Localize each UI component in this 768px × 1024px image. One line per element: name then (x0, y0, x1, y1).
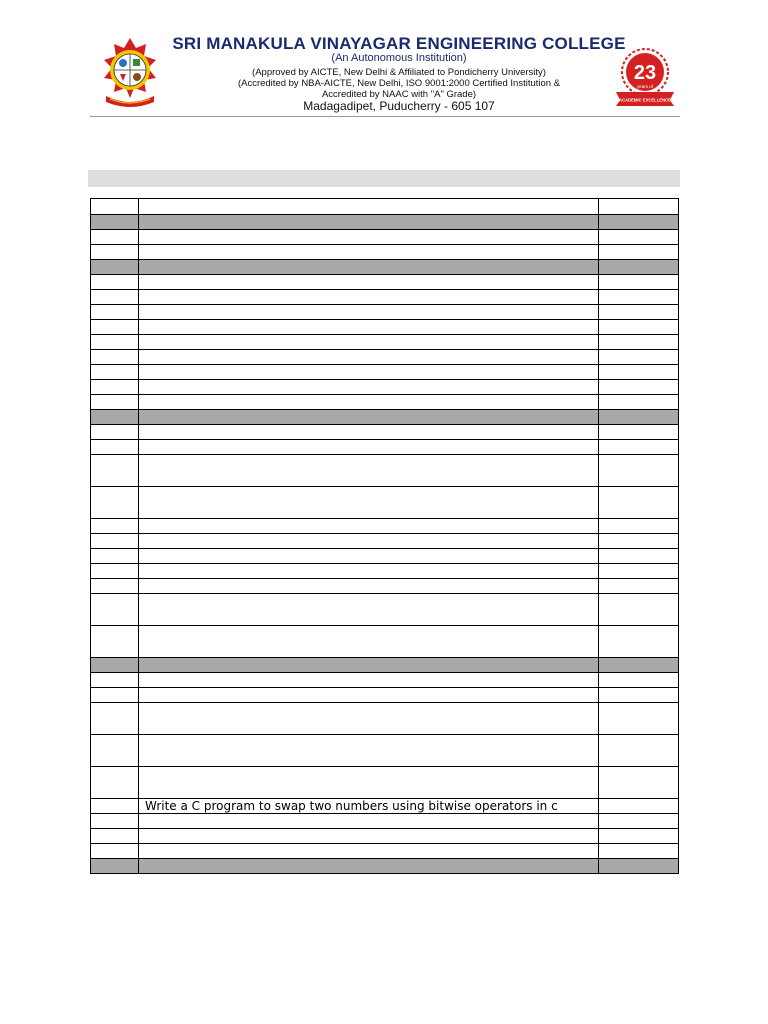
row-text-cell (139, 335, 599, 350)
row-mark-cell (599, 844, 679, 859)
row-text-cell (139, 626, 599, 658)
row-mark-cell (599, 425, 679, 440)
row-number-cell (91, 380, 139, 395)
row-number-cell (91, 230, 139, 245)
row-number-cell (91, 829, 139, 844)
table-row (91, 245, 679, 260)
row-text-cell (139, 350, 599, 365)
row-text-cell (139, 859, 599, 874)
row-number-cell (91, 320, 139, 335)
letterhead (90, 28, 680, 116)
row-text-cell (139, 658, 599, 673)
table-row (91, 305, 679, 320)
row-text-cell (139, 245, 599, 260)
table-row (91, 455, 679, 487)
row-mark-cell (599, 673, 679, 688)
row-mark-cell (599, 455, 679, 487)
row-number-cell (91, 673, 139, 688)
row-mark-cell (599, 290, 679, 305)
syllabus-table (90, 198, 678, 874)
row-text-cell (139, 215, 599, 230)
autonomous-status: (An Autonomous Institution) (331, 52, 467, 64)
table-row (91, 440, 679, 455)
row-mark-cell (599, 440, 679, 455)
row-number-cell (91, 199, 139, 215)
row-number-cell (91, 859, 139, 874)
row-text-cell (139, 410, 599, 425)
accreditation-text (164, 67, 634, 100)
row-text-cell (139, 425, 599, 440)
row-mark-cell (599, 579, 679, 594)
row-number-cell (91, 534, 139, 549)
row-text-cell (139, 305, 599, 320)
row-mark-cell (599, 335, 679, 350)
header-divider (90, 116, 680, 117)
row-number-cell (91, 410, 139, 425)
table-row (91, 290, 679, 305)
row-mark-cell (599, 534, 679, 549)
row-mark-cell (599, 688, 679, 703)
table-row (91, 350, 679, 365)
row-text-cell (139, 534, 599, 549)
badge-ribbon: ACADEMIC EXCELLENCE (619, 97, 671, 103)
table-row (91, 703, 679, 735)
row-text-cell (139, 767, 599, 799)
row-text-cell (139, 365, 599, 380)
row-mark-cell (599, 564, 679, 579)
row-number-cell (91, 688, 139, 703)
row-number-cell (91, 425, 139, 440)
row-number-cell (91, 844, 139, 859)
table-row (91, 799, 679, 814)
table-row (91, 814, 679, 829)
table-row (91, 519, 679, 534)
section-header-row (91, 410, 679, 425)
row-mark-cell (599, 859, 679, 874)
row-mark-cell (599, 658, 679, 673)
row-mark-cell (599, 305, 679, 320)
row-number-cell (91, 305, 139, 320)
table-row (91, 395, 679, 410)
row-text-cell (139, 594, 599, 626)
table-row (91, 365, 679, 380)
row-number-cell (91, 350, 139, 365)
table-row (91, 425, 679, 440)
table-row (91, 487, 679, 519)
table-row (91, 829, 679, 844)
table-row (91, 230, 679, 245)
title-band (88, 170, 680, 187)
row-text-cell (139, 703, 599, 735)
college-name: SRI MANAKULA VINAYAGAR ENGINEERING COLLEGE (172, 34, 626, 53)
row-number-cell (91, 626, 139, 658)
row-number-cell (91, 335, 139, 350)
section-header-row (91, 859, 679, 874)
row-text-cell (139, 735, 599, 767)
row-mark-cell (599, 199, 679, 215)
table-row (91, 688, 679, 703)
table-row (91, 844, 679, 859)
row-number-cell (91, 455, 139, 487)
badge-caption: years of (636, 84, 654, 89)
approval-line-2: (Accredited by NBA-AICTE, New Delhi, ISO 9001:2000 Certified Institution & (237, 78, 561, 89)
table-row (91, 564, 679, 579)
row-text-cell (139, 275, 599, 290)
row-mark-cell (599, 829, 679, 844)
row-number-cell (91, 658, 139, 673)
row-mark-cell (599, 395, 679, 410)
row-number-cell (91, 799, 139, 814)
row-mark-cell (599, 215, 679, 230)
row-mark-cell (599, 380, 679, 395)
row-mark-cell (599, 230, 679, 245)
row-number-cell (91, 365, 139, 380)
row-mark-cell (599, 799, 679, 814)
row-mark-cell (599, 350, 679, 365)
row-number-cell (91, 735, 139, 767)
table-row (91, 275, 679, 290)
college-address: Madagadipet, Puducherry - 605 107 (303, 99, 495, 113)
row-text-cell (139, 844, 599, 859)
row-mark-cell (599, 735, 679, 767)
row-text-cell (139, 199, 599, 215)
row-mark-cell (599, 245, 679, 260)
row-number-cell (91, 440, 139, 455)
row-mark-cell (599, 275, 679, 290)
row-number-cell (91, 703, 139, 735)
row-mark-cell (599, 814, 679, 829)
row-number-cell (91, 260, 139, 275)
row-number-cell (91, 767, 139, 799)
row-text-cell (139, 290, 599, 305)
row-text-cell (139, 320, 599, 335)
section-header-row (91, 658, 679, 673)
row-text-cell (139, 673, 599, 688)
table-header-row (91, 199, 679, 215)
row-number-cell (91, 245, 139, 260)
row-text-cell: Write a C program to swap two numbers using bitwise operators in c (139, 799, 599, 814)
row-mark-cell (599, 487, 679, 519)
row-mark-cell (599, 767, 679, 799)
row-number-cell (91, 519, 139, 534)
table-row (91, 767, 679, 799)
section-header-row (91, 215, 679, 230)
row-mark-cell (599, 519, 679, 534)
table-row (91, 549, 679, 564)
row-number-cell (91, 275, 139, 290)
row-text-cell (139, 487, 599, 519)
row-text-cell (139, 380, 599, 395)
section-header-row (91, 260, 679, 275)
row-mark-cell (599, 320, 679, 335)
row-number-cell (91, 564, 139, 579)
table-row (91, 735, 679, 767)
approval-line-1: (Approved by AICTE, New Delhi & Affiliated to Pondicherry University) (252, 67, 546, 78)
table-row (91, 335, 679, 350)
table-row (91, 380, 679, 395)
row-text-cell (139, 549, 599, 564)
row-text-cell (139, 395, 599, 410)
row-text-cell (139, 564, 599, 579)
table-row (91, 320, 679, 335)
row-mark-cell (599, 626, 679, 658)
row-text-cell (139, 814, 599, 829)
row-text-cell (139, 579, 599, 594)
row-mark-cell (599, 594, 679, 626)
row-number-cell (91, 549, 139, 564)
table-row (91, 673, 679, 688)
table-row (91, 594, 679, 626)
row-mark-cell (599, 260, 679, 275)
row-number-cell (91, 290, 139, 305)
row-mark-cell (599, 365, 679, 380)
row-number-cell (91, 487, 139, 519)
row-number-cell (91, 814, 139, 829)
badge-number: 23 (633, 62, 657, 84)
row-text-cell (139, 829, 599, 844)
college-emblem-logo (98, 36, 162, 112)
row-number-cell (91, 579, 139, 594)
row-mark-cell (599, 703, 679, 735)
approval-line-3: Accredited by NAAC with "A" Grade) (321, 89, 477, 100)
row-text-cell (139, 230, 599, 245)
row-mark-cell (599, 410, 679, 425)
row-number-cell (91, 215, 139, 230)
row-text-cell (139, 519, 599, 534)
row-mark-cell (599, 549, 679, 564)
anniversary-badge-logo (612, 46, 678, 108)
row-text-cell (139, 260, 599, 275)
table-row (91, 579, 679, 594)
row-text-cell (139, 440, 599, 455)
row-text-cell (139, 455, 599, 487)
row-text-cell (139, 688, 599, 703)
row-number-cell (91, 594, 139, 626)
table-row (91, 534, 679, 549)
row-number-cell (91, 395, 139, 410)
table-row (91, 626, 679, 658)
